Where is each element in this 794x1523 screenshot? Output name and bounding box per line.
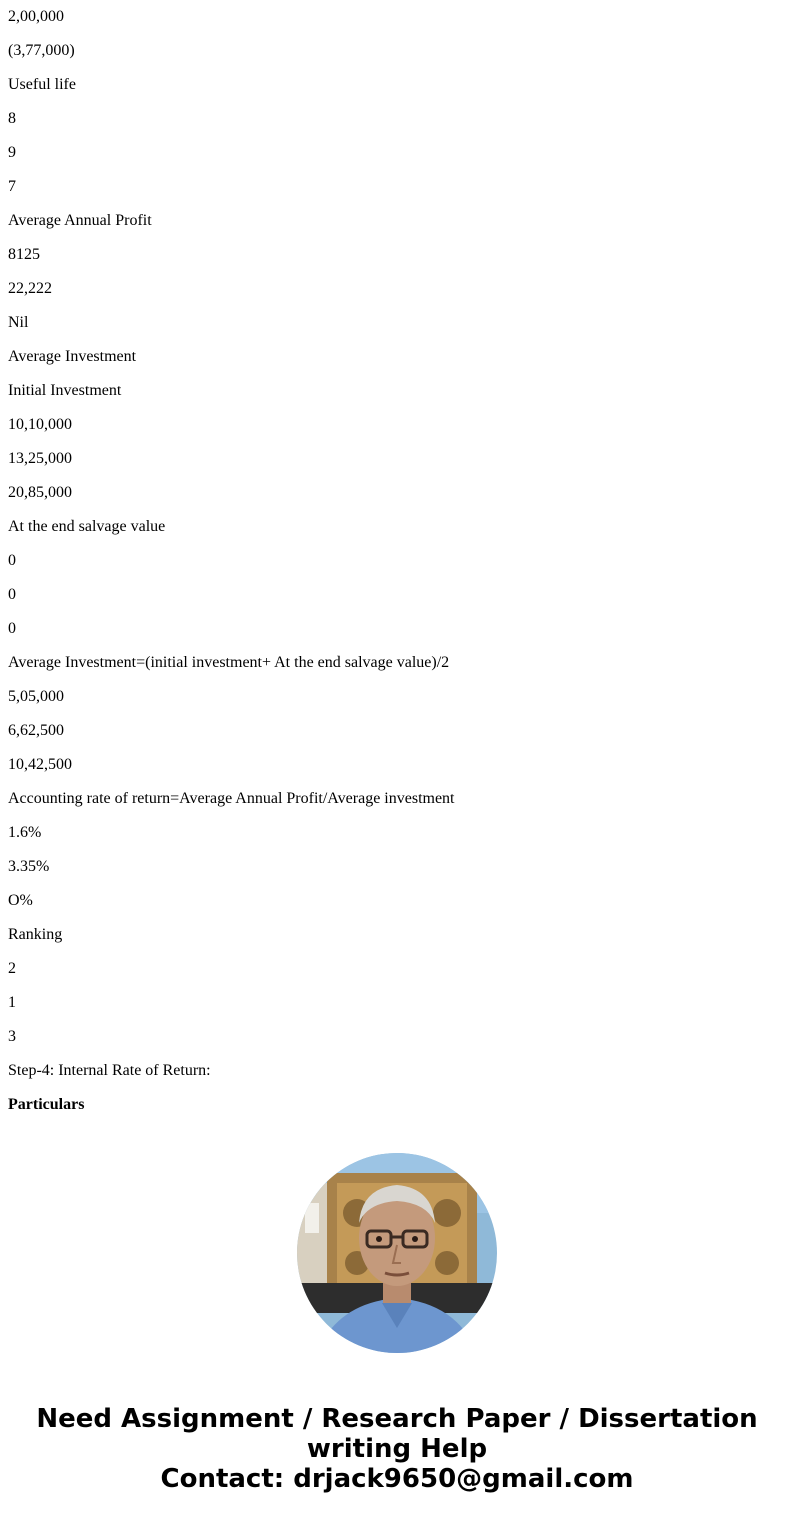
document-line: 10,42,500 [8, 756, 72, 773]
document-line: 0 [8, 586, 16, 603]
document-line: (3,77,000) [8, 42, 75, 59]
document-line: Particulars [8, 1096, 85, 1113]
document-line: 3 [8, 1028, 16, 1045]
document-line: 6,62,500 [8, 722, 64, 739]
author-portrait-image [297, 1153, 497, 1353]
document-line: Accounting rate of return=Average Annual Profit/Average investment [8, 790, 455, 807]
promo-line-1: Need Assignment / Research Paper / Dissertation [36, 1404, 758, 1434]
document-line: 0 [8, 620, 16, 637]
document-line: Average Annual Profit [8, 212, 152, 229]
document-line: 0 [8, 552, 16, 569]
document-line: 8 [8, 110, 16, 127]
document-line: 22,222 [8, 280, 52, 297]
document-line: Average Investment=(initial investment+ At the end salvage value)/2 [8, 654, 450, 671]
document-line: 2,00,000 [8, 8, 64, 25]
document-line: O% [8, 892, 33, 909]
document-line: At the end salvage value [8, 518, 166, 535]
document-line: 20,85,000 [8, 484, 72, 501]
document-line: 9 [8, 144, 16, 161]
document-line: Initial Investment [8, 382, 122, 399]
promo-line-2: writing Help [306, 1434, 488, 1464]
document-line: Average Investment [8, 348, 137, 365]
document-line: 13,25,000 [8, 450, 72, 467]
document-line: 2 [8, 960, 16, 977]
document-line: 7 [8, 178, 16, 195]
document-line: 8125 [8, 246, 40, 263]
document-line: 5,05,000 [8, 688, 64, 705]
document-line: Useful life [8, 76, 76, 93]
document-line: Step-4: Internal Rate of Return: [8, 1062, 211, 1079]
promo-contact-line: Contact: drjack9650@gmail.com [160, 1464, 634, 1494]
author-avatar [297, 1153, 497, 1353]
document-text-lines [8, 0, 788, 1122]
document-line: Ranking [8, 926, 63, 943]
document-line: 1.6% [8, 824, 42, 841]
document-line: Nil [8, 314, 29, 331]
document-line: 10,10,000 [8, 416, 72, 433]
document-line: 3.35% [8, 858, 50, 875]
document-line: 1 [8, 994, 16, 1011]
promo-banner [0, 1404, 794, 1494]
